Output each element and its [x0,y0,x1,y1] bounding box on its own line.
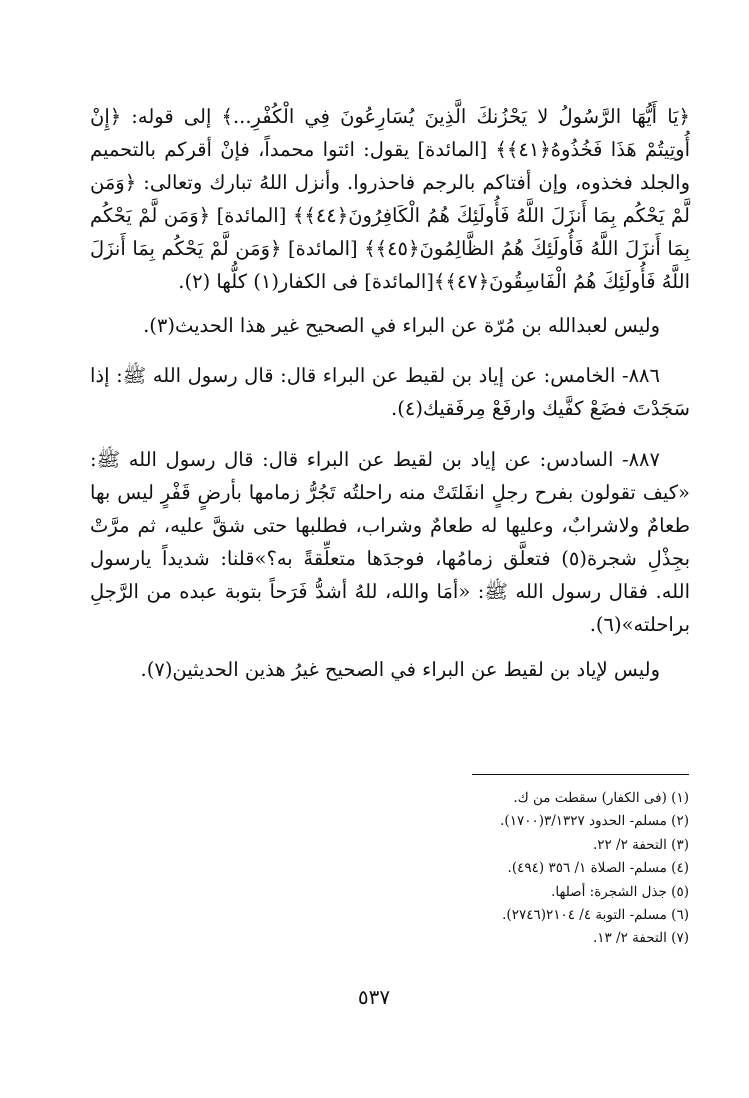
footnote-3: (٣) التحفة ٢/ ٢٢. [592,836,689,853]
footnote-1: (١) (فى الكفار) سقطت من ك. [513,790,689,806]
paragraph-note-iyad: وليس لإياد بن لقيط عن البراء في الصحيح غيرُ هذين الحديثين(٧). [140,658,660,681]
paragraph-hadith-886: ٨٨٦- الخامس: عن إياد بن لقيط عن البراء قال: قال رسول الله ﷺ: إذا سَجَدْتَ فضَعْ كفَّيك وارفَعْ مِرفَقيك(٤). [90,364,690,420]
footnote-4: (٤) مسلم- الصلاة ١/ ٣٥٦ (٤٩٤). [507,860,689,877]
footnote-7: (٧) التحفة ٢/ ١٣. [592,930,689,947]
main-text [90,100,690,686]
footnote-divider [472,774,689,775]
footnotes [300,787,689,951]
footnote-6: (٦) مسلم- التوبة ٤/ ٢١٠٤(٢٧٤٦). [502,907,689,924]
paragraph-quran-verses: ﴿يَا أَيُّهَا الرَّسُولُ لا يَحْزُنكَ الَّذِينَ يُسَارِعُونَ فِي الْكُفْرِ...﴾ إلى قوله: ﴿إِنْ أُوتِيتُمْ هَذَا فَخُذُوهُ﴿٤١﴾﴾ [المائدة] يقول: ائتوا محمداً، فإنْ أقركم بالتحميم والجلد فخذوه، وإن أفتاكم بالرجم فاحذروا. وأنزل اللهُ تبارك وتعالى: ﴿وَمَن لَّمْ يَحْكُم بِمَا أَنزَلَ اللَّهُ فَأُولَئِكَ هُمُ الْكَافِرُونَ﴿٤٤﴾﴾ [المائدة] ﴿وَمَن لَّمْ يَحْكُم بِمَا أَنزَلَ اللَّهُ فَأُولَئِكَ هُمُ الظَّالِمُونَ﴿٤٥﴾﴾ [المائدة] ﴿وَمَن لَّمْ يَحْكُم بِمَا أَنزَلَ اللَّهُ فَأُولَئِكَ هُمُ الْفَاسِقُونَ﴿٤٧﴾﴾[المائدة] فى الكفار(١) كلُّها (٢). [90,105,691,293]
page-number: ٥٣٧ [357,985,391,1009]
footnote-5: (٥) جذل الشجرة: أصلها. [551,883,689,900]
footnote-2: (٢) مسلم- الحدود ٣/١٣٢٧(١٧٠٠). [500,813,689,830]
paragraph-hadith-887: ٨٨٧- السادس: عن إياد بن لقيط عن البراء قال: قال رسول الله ﷺ: «كيف تقولون بفرح رجلٍ انفَلتَتْ منه راحلتُه تَجُرُّ زمامها بأرضٍ قَفْرٍ ليس بها طعامٌ ولاشرابٌ، وعليها له طعامٌ وشراب، فطلبها حتى شقَّ عليه، ثم مرَّتْ بجِذْلِ شجرة(٥) فتعلَّق زمامُها، فوجدَها متعلِّقةً به؟»قلنا: شديداً يارسول الله. فقال رسول الله ﷺ: «أمَا والله، للهُ أشدُّ فَرَحاً بتوبة عبده من الرَّجلِ براحلته»(٦). [90,448,690,636]
paragraph-note-abdullah: وليس لعبدالله بن مُرّة عن البراء في الصحيح غير هذا الحديث(٣). [143,314,660,337]
